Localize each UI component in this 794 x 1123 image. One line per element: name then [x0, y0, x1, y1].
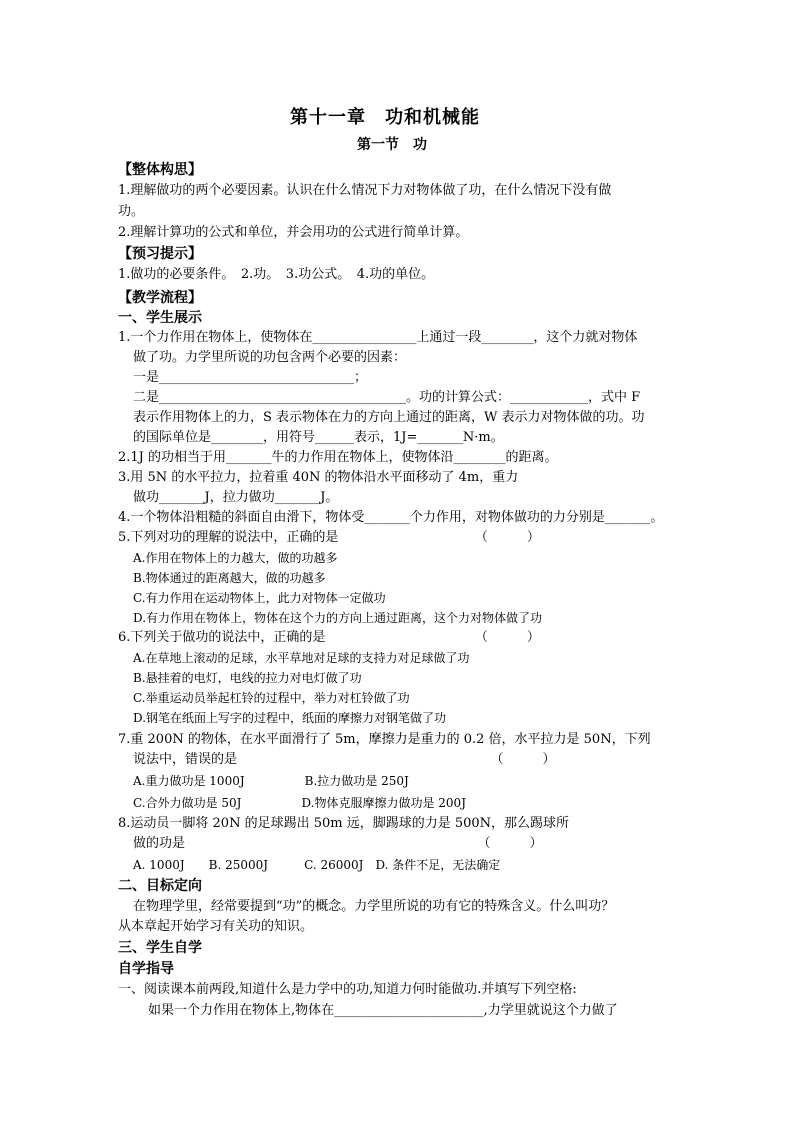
text-line: 一、阅读课本前两段,知道什么是力学中的功,知道力何时能做功.并填写下列空格: — [118, 982, 577, 997]
section-title: 第一节 功 — [357, 137, 427, 153]
question-4: 4.一个物体沿粗糙的斜面自由滑下，物体受_______个力作用，对物体做功的力分别是_______。 — [118, 510, 664, 525]
question-3: 3.用 5N 的水平拉力，拉着重 40N 的物体沿水平面移动了 4m，重力 — [118, 470, 519, 485]
text-line: 做功_______J，拉力做功_______J。 — [133, 490, 339, 505]
text-line: 从本章起开始学习有关功的知识。 — [118, 919, 314, 934]
text-line: 一是______________________________； — [133, 370, 368, 385]
text-line: 二是______________________________________。功的计算公式：____________，式中 F — [133, 390, 641, 405]
option-ab: A.重力做功是 1000J B.拉力做功是 250J — [133, 774, 409, 788]
option-a: A.在草地上滚动的足球，水平草地对足球的支持力对足球做了功 — [133, 651, 470, 665]
option-c: C.有力作用在运动物体上，此力对物体一定做功 — [133, 591, 386, 605]
text-line: 2.理解计算功的公式和单位，并会用功的公式进行简单计算。 — [118, 225, 469, 240]
question-2: 2.1J 的功相当于用_______牛的力作用在物体上，使物体沿________的距离。 — [118, 450, 558, 465]
option-a: A.作用在物体上的力越大，做的功越多 — [133, 551, 338, 565]
option-b: B.悬挂着的电灯，电线的拉力对电灯做了功 — [133, 671, 362, 685]
text-line: 1.做功的必要条件。 2.功。 3.功公式。 4.功的单位。 — [118, 267, 435, 282]
option-d: D.钢笔在纸面上写字的过程中，纸面的摩擦力对钢笔做了功 — [133, 711, 447, 725]
heading-self-study: 三、学生自学 — [118, 940, 202, 956]
chapter-title: 第十一章 功和机械能 — [290, 107, 480, 128]
heading-student-display: 一、学生展示 — [118, 310, 202, 326]
option-b: B.物体通过的距离越大，做的功越多 — [133, 571, 326, 585]
text-line: 做了功。力学里所说的功包含两个必要的因素： — [133, 350, 407, 365]
question-6: 6.下列关于做功的说法中，正确的是 （ ） — [118, 630, 540, 645]
heading-preview-tips: 【预习提示】 — [118, 246, 202, 262]
text-line: 如果一个力作用在物体上,物体在_______________________,力学里就说这个力做了 — [148, 1003, 618, 1018]
text-line: 表示作用物体上的力，S 表示物体在力的方向上通过的距离，W 表示力对物体做的功。功 — [133, 410, 645, 425]
question-7: 7.重 200N 的物体，在水平面滑行了 5m，摩擦力是重力的 0.2 倍，水平拉力是 50N，下列 — [118, 732, 651, 747]
text-line: 做的功是 （ ） — [133, 836, 543, 851]
text-line: 的国际单位是________，用符号______表示，1J=_______N·m。 — [133, 430, 504, 445]
question-5: 5.下列对功的理解的说法中，正确的是 （ ） — [118, 530, 540, 545]
options-abcd: A. 1000J B. 25000J C. 26000J D. 条件不足，无法确定 — [133, 858, 501, 872]
option-c: C.举重运动员举起杠铃的过程中，举力对杠铃做了功 — [133, 691, 410, 705]
question-1: 1.一个力作用在物体上，使物体在________________上通过一段________，这个力就对物体 — [118, 330, 638, 345]
heading-goal-orientation: 二、目标定向 — [118, 878, 202, 894]
text-line: 在物理学里，经常要提到“功”的概念。力学里所说的功有它的特殊含义。什么叫功？ — [133, 899, 615, 914]
text-line: 1.理解做功的两个必要因素。认识在什么情况下力对物体做了功，在什么情况下没有做 — [118, 183, 612, 198]
option-cd: C.合外力做功是 50J D.物体克服摩擦力做功是 200J — [133, 796, 467, 810]
heading-self-study-guide: 自学指导 — [118, 961, 174, 977]
text-line: 功。 — [118, 204, 145, 219]
heading-teaching-flow: 【教学流程】 — [118, 290, 202, 306]
text-line: 说法中，错误的是 （ ） — [133, 752, 556, 767]
question-8: 8.运动员一脚将 20N 的足球踢出 50m 远，脚踢球的力是 500N，那么踢球所 — [118, 816, 570, 831]
option-d: D.有力作用在物体上，物体在这个力的方向上通过距离，这个力对物体做了功 — [133, 611, 543, 625]
heading-overall-design: 【整体构思】 — [118, 162, 202, 178]
